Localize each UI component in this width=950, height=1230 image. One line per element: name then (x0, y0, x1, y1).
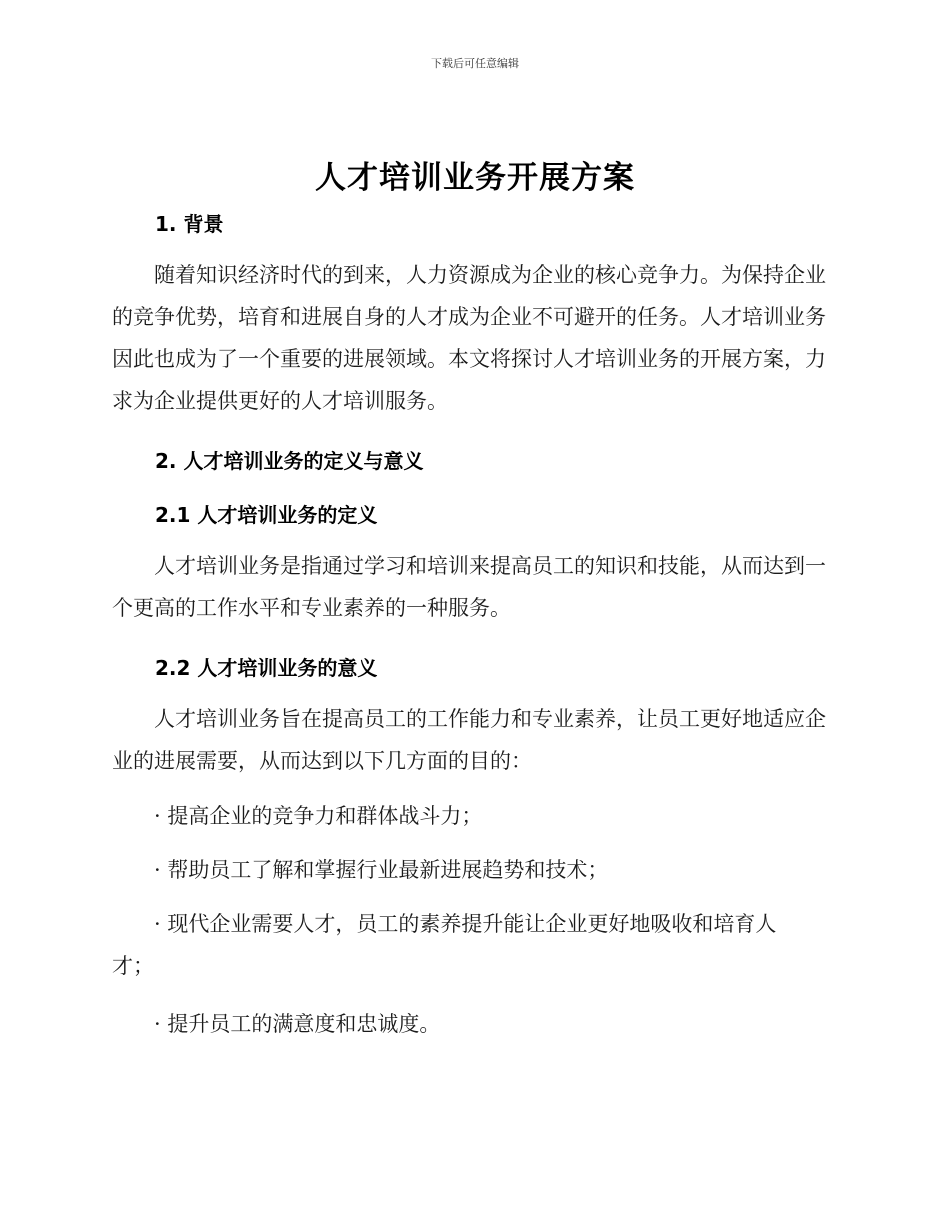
paragraph-background: 随着知识经济时代的到来，人力资源成为企业的核心竞争力。为保持企业的竞争优势，培育和进展自身的人才成为企业不可避开的任务。人才培训业务因此也成为了一个重要的进展领域。本文将探讨人才培训业务的开展方案，力求为企业提供更好的人才培训服务。 (112, 263, 826, 413)
bullet-item: · 提升员工的满意度和忠诚度。 (154, 1012, 441, 1036)
bullet-item: · 现代企业需要人才，员工的素养提升能让企业更好地吸收和培育人才； (112, 912, 777, 978)
subsection-heading-meaning: 2.2 人才培训业务的意义 (155, 656, 378, 680)
section-heading-definition-meaning: 2. 人才培训业务的定义与意义 (155, 449, 424, 473)
paragraph-definition: 人才培训业务是指通过学习和培训来提高员工的知识和技能，从而达到一个更高的工作水平和专业素养的一种服务。 (112, 554, 826, 620)
page-header-note: 下载后可任意编辑 (431, 57, 519, 70)
section-heading-background: 1. 背景 (155, 212, 224, 236)
document-title: 人才培训业务开展方案 (315, 160, 635, 196)
paragraph-meaning: 人才培训业务旨在提高员工的工作能力和专业素养，让员工更好地适应企业的进展需要，从而达到以下几方面的目的： (112, 707, 826, 773)
bullet-item: · 帮助员工了解和掌握行业最新进展趋势和技术； (154, 858, 609, 882)
subsection-heading-definition: 2.1 人才培训业务的定义 (155, 503, 378, 527)
bullet-item: · 提高企业的竞争力和群体战斗力； (154, 804, 483, 828)
